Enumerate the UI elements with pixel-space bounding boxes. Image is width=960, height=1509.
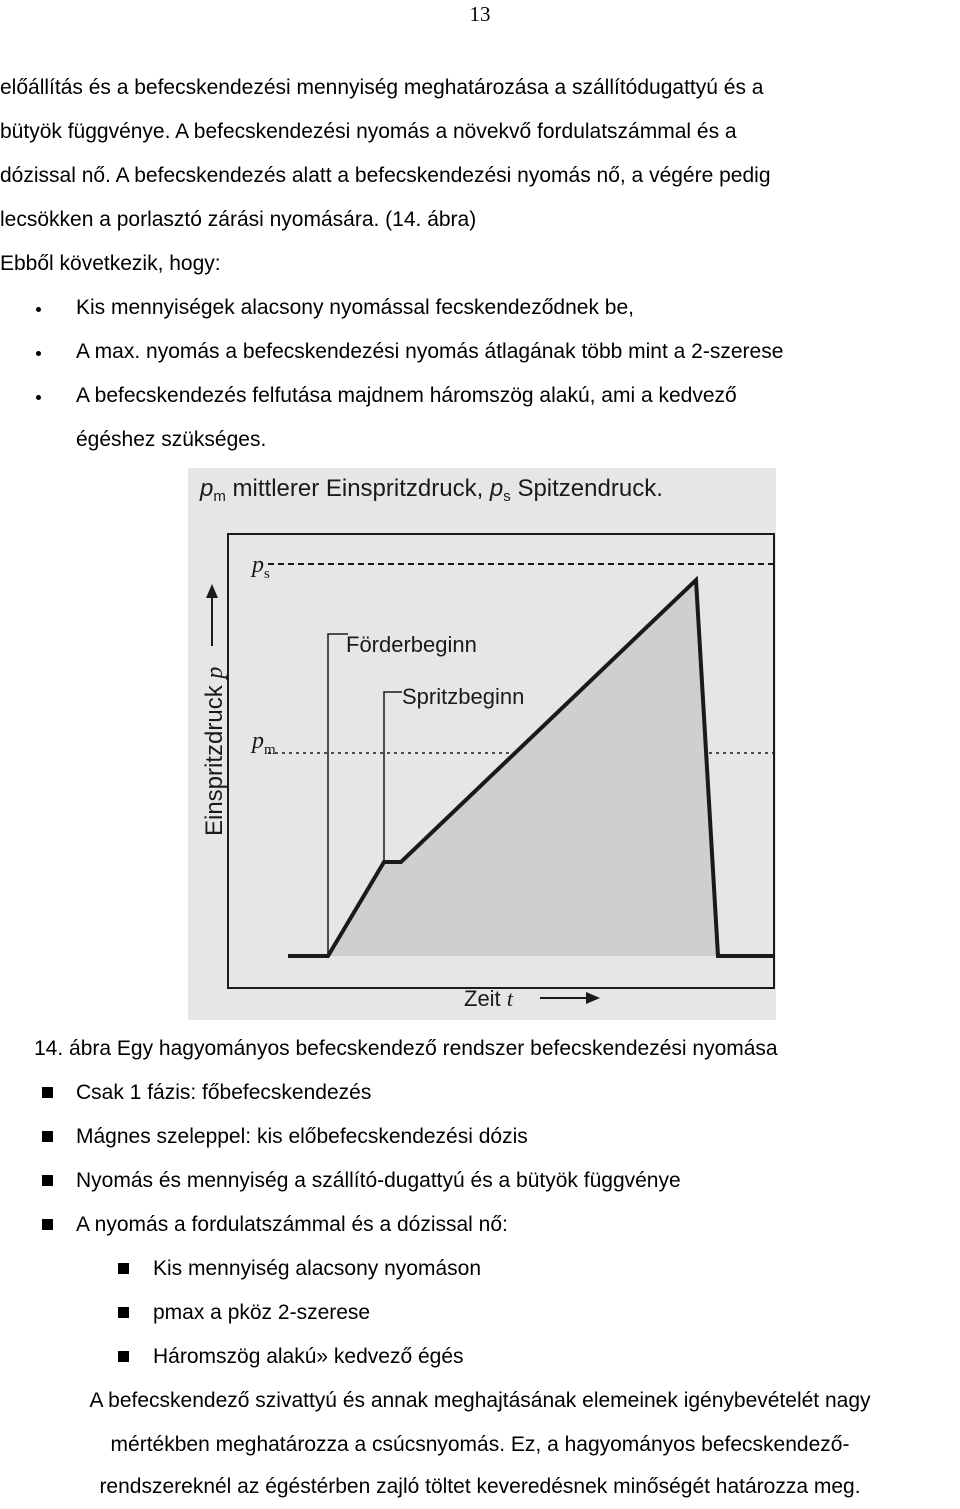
injection-pressure-figure — [188, 468, 776, 1020]
square-bullet-icon — [118, 1263, 129, 1274]
square-bullet-icon — [42, 1087, 53, 1098]
figure-caption: 14. ábra Egy hagyományos befecskendező rendszer befecskendezési nyomása — [34, 1037, 778, 1060]
summary-subtext: Kis mennyiség alacsony nyomáson — [153, 1257, 482, 1280]
square-bullet-icon — [42, 1175, 53, 1186]
figure-title: $p_m$ mittlerer Einspritzdruck, $p_s$ Spitzendruck. — [200, 475, 663, 505]
y-axis-label: Einspritzdruck p — [201, 666, 228, 836]
final-line: A befecskendező szivattyú és annak meghajtásának elemeinek igénybevételét nagy — [89, 1389, 871, 1412]
summary-text: Mágnes szeleppel: kis előbefecskendezési dózis — [76, 1125, 528, 1148]
square-bullet-icon — [42, 1219, 53, 1230]
final-line: rendszereknél az égéstérben zajló töltet keveredésnek minőségét határozza meg. — [99, 1475, 861, 1498]
square-bullet-icon — [42, 1131, 53, 1142]
summary-text: A nyomás a fordulatszámmal és a dózissal nő: — [76, 1213, 508, 1236]
final-line: mértékben meghatározza a csúcsnyomás. Ez, a hagyományos befecskendező- — [110, 1433, 850, 1456]
intro-line: lecsökken a porlasztó zárási nyomására. (14. ábra) — [0, 208, 477, 231]
bullet-dot-icon — [36, 395, 41, 400]
ps-label: $p_s$ — [252, 552, 270, 582]
bullet-text: A befecskendezés felfutása majdnem háromszög alakú, ami a kedvező — [76, 384, 737, 407]
bullet-text: égéshez szükséges. — [76, 428, 267, 451]
intro-line: dózissal nő. A befecskendezés alatt a befecskendezési nyomás nő, a végére pedig — [0, 164, 771, 187]
bullet-dot-icon — [36, 351, 41, 356]
pressure-diagram — [188, 468, 776, 1020]
square-bullet-icon — [118, 1307, 129, 1318]
bullet-text: Kis mennyiségek alacsony nyomással fecskendeződnek be, — [76, 296, 634, 319]
intro-line: Ebből következik, hogy: — [0, 252, 221, 275]
summary-text: Csak 1 fázis: főbefecskendezés — [76, 1081, 372, 1104]
spritzbeginn-label: Spritzbeginn — [402, 684, 525, 709]
page-number: 13 — [469, 2, 491, 26]
pm-label: $p_m$ — [252, 728, 276, 758]
bullet-dot-icon — [36, 307, 41, 312]
intro-line: előállítás és a befecskendezési mennyiség meghatározása a szállítódugattyú és a — [0, 76, 764, 99]
x-axis-label: Zeit t — [464, 986, 513, 1011]
bullet-text: A max. nyomás a befecskendezési nyomás átlagának több mint a 2-szerese — [76, 340, 784, 363]
summary-subtext: pmax a pköz 2-szerese — [153, 1301, 371, 1324]
summary-text: Nyomás és mennyiség a szállító-dugattyú és a bütyök függvénye — [76, 1169, 681, 1192]
summary-subtext: Háromszög alakú» kedvező égés — [153, 1345, 464, 1368]
intro-line: bütyök függvénye. A befecskendezési nyomás a növekvő fordulatszámmal és a — [0, 120, 737, 143]
square-bullet-icon — [118, 1351, 129, 1362]
foerderbeginn-label: Förderbeginn — [346, 632, 477, 657]
